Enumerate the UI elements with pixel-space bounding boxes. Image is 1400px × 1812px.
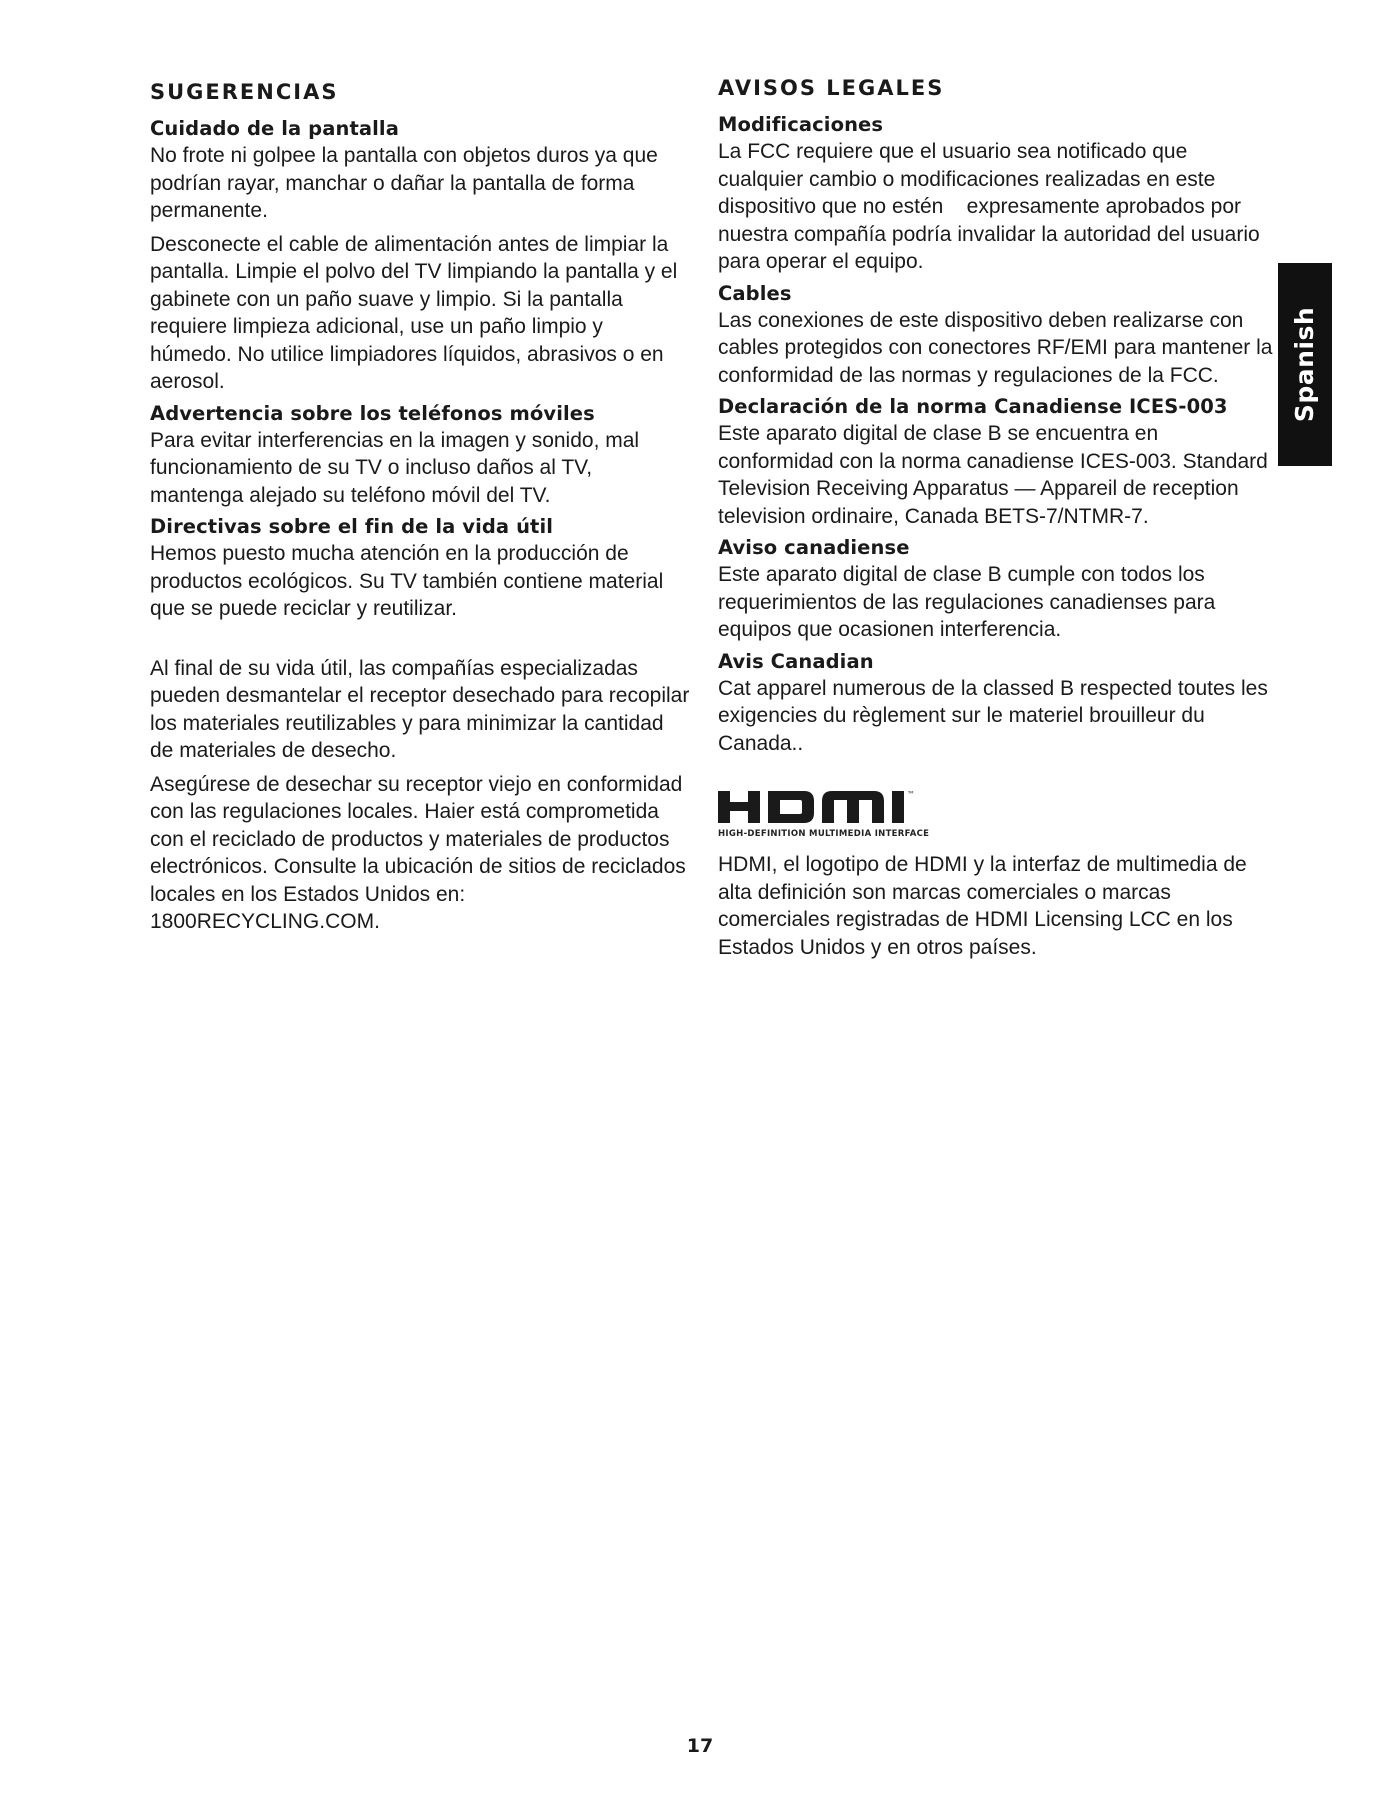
paragraph: Cat apparel numerous de la classed B respected toutes les exigencies du règlement sur le materiel brouilleur du Canada.. [718, 676, 1268, 755]
heading-modifications: Modificaciones [718, 113, 884, 136]
hdmi-tagline: HIGH-DEFINITION MULTIMEDIA INTERFACE [718, 829, 930, 839]
paragraph: Para evitar interferencias en la imagen y sonido, mal funcionamiento de su TV o incluso daños al TV, mantenga alejado su teléfono móvil del TV. [150, 428, 640, 507]
heading-canadian-notice: Aviso canadiense [718, 536, 910, 559]
heading-mobile-warning: Advertencia sobre los teléfonos móviles [150, 401, 595, 425]
left-column [150, 80, 690, 942]
heading-ices-003: Declaración de la norma Canadiense ICES-003 [718, 395, 1228, 418]
paragraph: La FCC requiere que el usuario sea notificado que cualquier cambio o modificaciones realizadas en este dispositivo que no estén expresamente aprobados por nuestra compañía podría invalidar la autoridad del usuario para operar el equipo. [718, 140, 1266, 273]
paragraph: Desconecte el cable de alimentación antes de limpiar la pantalla. Limpie el polvo del TV limpiando la pantalla y el gabinete con un paño suave y limpio. Si la pantalla requiere limpieza adicional, use un paño limpio y húmedo. No utilice limpiadores líquidos, abrasivos o en aerosol. [150, 232, 678, 393]
hdmi-logo-icon [718, 787, 944, 825]
paragraph: Este aparato digital de clase B cumple con todos los requerimientos de las regulaciones canadienses para equipos que ocasionen interferencia. [718, 563, 1216, 641]
paragraph: No frote ni golpee la pantalla con objetos duros ya que podrían rayar, manchar o dañar la pantalla de forma permanente. [150, 144, 658, 222]
right-column [718, 76, 1273, 967]
section-title-sugerencias: SUGERENCIAS [150, 80, 339, 104]
language-side-tab [1278, 263, 1332, 466]
page-number: 17 [686, 1735, 714, 1757]
heading-screen-care: Cuidado de la pantalla [150, 117, 399, 140]
paragraph: Este aparato digital de clase B se encuentra en conformidad con la norma canadiense ICES-003. Standard Television Receiving Apparatus — Appareil de reception television ordinaire, Canada BETS-7/NTMR-7. [718, 422, 1268, 528]
heading-end-of-life: Directivas sobre el fin de la vida útil [150, 515, 554, 538]
language-label: Spanish [1290, 306, 1320, 423]
spacer [150, 629, 690, 655]
paragraph: Asegúrese de desechar su receptor viejo en conformidad con las regulaciones locales. Haier está comprometida con el reciclado de productos y materiales de productos electrónicos. Consulte la ubicación de sitios de reciclados locales en los Estados Unidos en: 1800RECYCLING.COM. [150, 772, 686, 933]
paragraph: Las conexiones de este dispositivo deben realizarse con cables protegidos con conectores RF/EMI para mantener la conformidad de las normas y regulaciones de la FCC. [718, 308, 1273, 387]
heading-cables: Cables [718, 281, 792, 305]
paragraph: Hemos puesto mucha atención en la producción de productos ecológicos. Su TV también contiene material que se puede reciclar y reutilizar. [150, 542, 664, 620]
hdmi-tm: ™ [907, 790, 915, 799]
paragraph: HDMI, el logotipo de HDMI y la interfaz de multimedia de alta definición son marcas comerciales o marcas comerciales registradas de HDMI Licensing LCC en los Estados Unidos y en otros países. [718, 853, 1247, 959]
paragraph: Al final de su vida útil, las compañías especializadas pueden desmantelar el receptor desechado para recopilar los materiales reutilizables y para minimizar la cantidad de materiales de desecho. [150, 656, 690, 762]
heading-avis-canadian: Avis Canadian [718, 649, 874, 673]
section-title-avisos-legales: AVISOS LEGALES [718, 76, 945, 100]
hdmi-logo [718, 787, 948, 839]
